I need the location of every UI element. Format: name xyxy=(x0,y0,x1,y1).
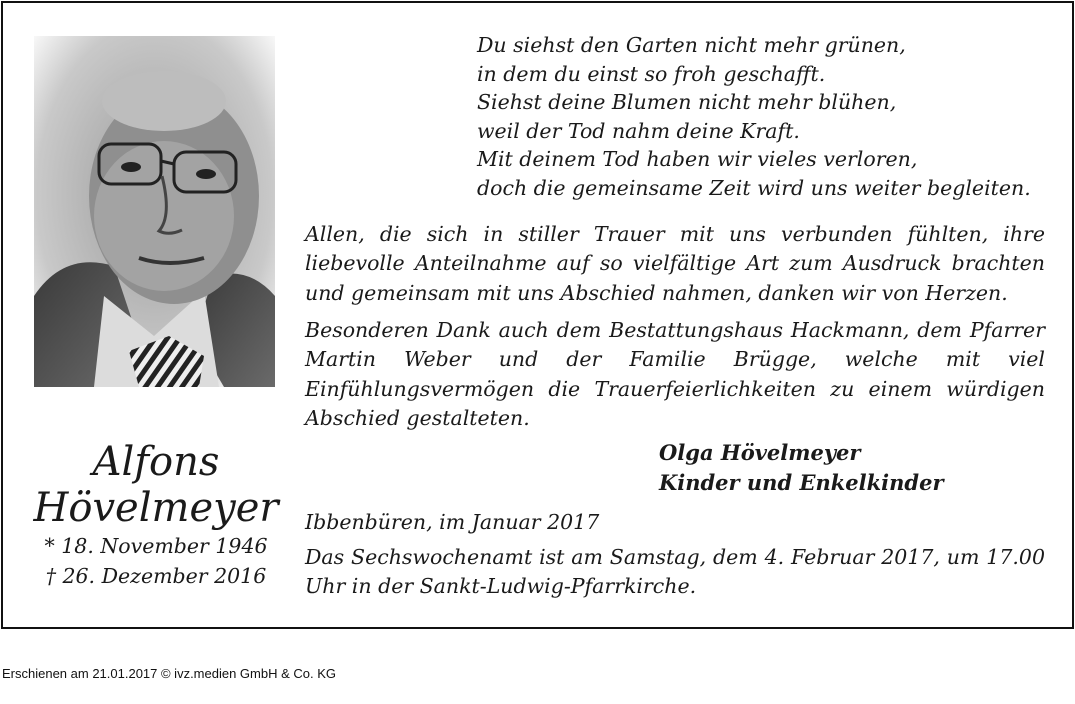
deceased-info xyxy=(23,439,289,591)
memorial-poem xyxy=(477,31,1075,203)
publication-footer: Erschienen am 21.01.2017 © ivz.medien GmbH & Co. KG xyxy=(2,666,337,681)
deceased-last-name: Hövelmeyer xyxy=(33,485,279,531)
signature-line: Olga Hövelmeyer xyxy=(659,440,861,465)
obituary-frame xyxy=(1,1,1074,629)
service-notice: Das Sechswochenamt ist am Samstag, dem 4. Februar 2017, um 17.00 Uhr in der Sankt-Ludwig-Pfarrkirche. xyxy=(305,545,1045,599)
poem-line: weil der Tod nahm deine Kraft. xyxy=(477,118,800,143)
special-thanks-paragraph: Besonderen Dank auch dem Bestattungshaus Hackmann, dem Pfarrer Martin Weber und der Familie Brügge, welche mit viel Einfühlungsvermögen die Trauerfeierlichkeiten zu einem würdigen Abschied gestalteten. xyxy=(305,318,1045,430)
poem-line: doch die gemeinsame Zeit wird uns weiter begleiten. xyxy=(477,175,1031,200)
portrait-photo xyxy=(34,36,275,387)
poem-line: Siehst deine Blumen nicht mehr blühen, xyxy=(477,90,897,115)
poem-line: Mit deinem Tod haben wir vieles verloren, xyxy=(477,147,918,172)
poem-line: Du siehst den Garten nicht mehr grünen, xyxy=(477,33,906,57)
signature-line: Kinder und Enkelkinder xyxy=(659,470,944,495)
death-date: † 26. Dezember 2016 xyxy=(45,564,267,588)
signature-block xyxy=(659,438,944,498)
thanks-paragraph: Allen, die sich in stiller Trauer mit uns verbunden fühlten, ihre liebevolle Anteilnahme auf so vielfältige Art zum Ausdruck brachten und gemeinsam mit uns Abschied nahmen, danken wir von Herzen. xyxy=(305,222,1045,305)
place-date: Ibbenbüren, im Januar 2017 xyxy=(305,510,600,534)
birth-date: * 18. November 1946 xyxy=(44,534,268,558)
poem-line: in dem du einst so froh geschafft. xyxy=(477,61,826,86)
deceased-first-name: Alfons xyxy=(92,439,220,485)
